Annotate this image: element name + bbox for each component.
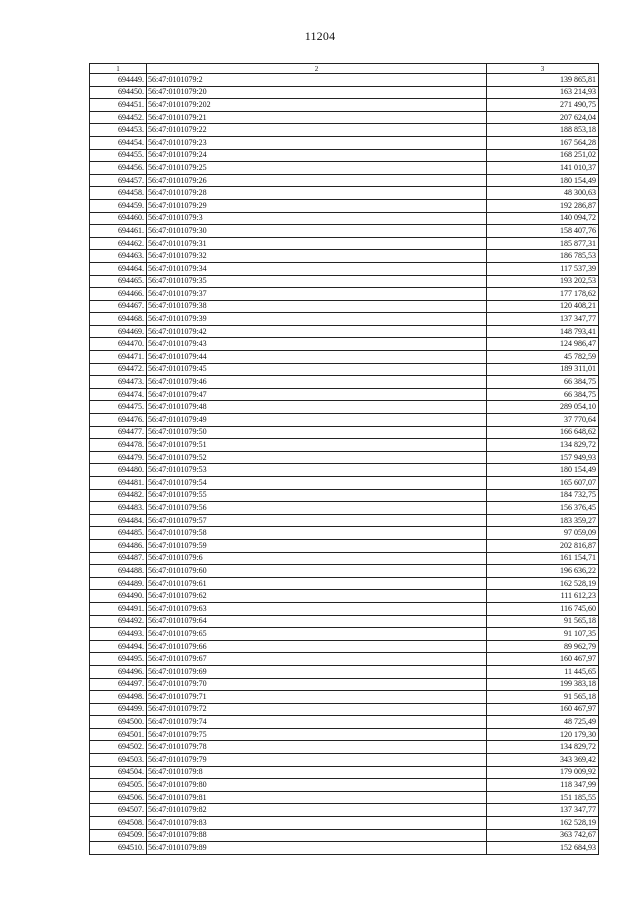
cadastral-number: 56:47:0101079:21	[147, 111, 487, 124]
cadastral-value: 184 732,75	[487, 489, 599, 502]
cadastral-number: 56:47:0101079:70	[147, 678, 487, 691]
row-number: 694497.	[90, 678, 147, 691]
cadastral-number: 56:47:0101079:61	[147, 577, 487, 590]
cadastral-number: 56:47:0101079:64	[147, 615, 487, 628]
cadastral-number: 56:47:0101079:80	[147, 779, 487, 792]
cadastral-value: 48 300,63	[487, 187, 599, 200]
row-number: 694462.	[90, 237, 147, 250]
cadastral-value: 124 986,47	[487, 338, 599, 351]
table-row	[90, 615, 599, 628]
cadastral-value: 120 179,30	[487, 728, 599, 741]
cadastral-value: 148 793,41	[487, 325, 599, 338]
cadastral-number: 56:47:0101079:83	[147, 817, 487, 830]
table-row	[90, 640, 599, 653]
row-number: 694508.	[90, 817, 147, 830]
row-number: 694471.	[90, 351, 147, 364]
row-number: 694499.	[90, 703, 147, 716]
row-number: 694457.	[90, 174, 147, 187]
cadastral-value: 156 376,45	[487, 502, 599, 515]
cadastral-number: 56:47:0101079:22	[147, 124, 487, 137]
cadastral-value: 45 782,59	[487, 351, 599, 364]
table-row	[90, 225, 599, 238]
cadastral-number: 56:47:0101079:34	[147, 262, 487, 275]
table-row	[90, 288, 599, 301]
cadastral-value: 167 564,28	[487, 136, 599, 149]
table-row	[90, 842, 599, 855]
table-row	[90, 313, 599, 326]
table-body	[90, 74, 599, 855]
table-row	[90, 703, 599, 716]
table-row	[90, 262, 599, 275]
row-number: 694509.	[90, 829, 147, 842]
table-row	[90, 791, 599, 804]
table-row	[90, 678, 599, 691]
cadastral-number: 56:47:0101079:39	[147, 313, 487, 326]
table-row	[90, 590, 599, 603]
cadastral-number: 56:47:0101079:75	[147, 728, 487, 741]
table-row	[90, 754, 599, 767]
table-row	[90, 351, 599, 364]
cadastral-value: 37 770,64	[487, 414, 599, 427]
cadastral-number: 56:47:0101079:66	[147, 640, 487, 653]
table-row	[90, 628, 599, 641]
row-number: 694491.	[90, 602, 147, 615]
cadastral-number: 56:47:0101079:31	[147, 237, 487, 250]
cadastral-number: 56:47:0101079:53	[147, 464, 487, 477]
row-number: 694487.	[90, 552, 147, 565]
cadastral-value: 163 214,93	[487, 86, 599, 99]
row-number: 694456.	[90, 162, 147, 175]
row-number: 694473.	[90, 376, 147, 389]
cadastral-value: 188 853,18	[487, 124, 599, 137]
cadastral-number: 56:47:0101079:3	[147, 212, 487, 225]
table-row	[90, 426, 599, 439]
row-number: 694494.	[90, 640, 147, 653]
cadastral-value: 48 725,49	[487, 716, 599, 729]
table-row	[90, 477, 599, 490]
table-row	[90, 565, 599, 578]
row-number: 694501.	[90, 728, 147, 741]
row-number: 694489.	[90, 577, 147, 590]
cadastral-number: 56:47:0101079:62	[147, 590, 487, 603]
row-number: 694496.	[90, 665, 147, 678]
row-number: 694481.	[90, 477, 147, 490]
cadastral-value: 271 490,75	[487, 99, 599, 112]
cadastral-value: 193 202,53	[487, 275, 599, 288]
cadastral-number: 56:47:0101079:82	[147, 804, 487, 817]
table-row	[90, 275, 599, 288]
cadastral-number: 56:47:0101079:29	[147, 199, 487, 212]
cadastral-number: 56:47:0101079:38	[147, 300, 487, 313]
column-header-1: 1	[90, 64, 147, 74]
row-number: 694449.	[90, 74, 147, 87]
cadastral-value: 140 094,72	[487, 212, 599, 225]
cadastral-value: 185 877,31	[487, 237, 599, 250]
cadastral-value: 179 009,92	[487, 766, 599, 779]
cadastral-number: 56:47:0101079:51	[147, 439, 487, 452]
cadastral-value: 161 154,71	[487, 552, 599, 565]
table-row	[90, 602, 599, 615]
table-row	[90, 86, 599, 99]
table-row	[90, 741, 599, 754]
cadastral-number: 56:47:0101079:74	[147, 716, 487, 729]
row-number: 694455.	[90, 149, 147, 162]
table-row	[90, 817, 599, 830]
table-row	[90, 300, 599, 313]
cadastral-value: 89 962,79	[487, 640, 599, 653]
cadastral-value: 91 565,18	[487, 691, 599, 704]
row-number: 694463.	[90, 250, 147, 263]
cadastral-value: 177 178,62	[487, 288, 599, 301]
cadastral-number: 56:47:0101079:23	[147, 136, 487, 149]
table-row	[90, 111, 599, 124]
row-number: 694466.	[90, 288, 147, 301]
cadastral-value: 137 347,77	[487, 804, 599, 817]
table-row	[90, 829, 599, 842]
cadastral-number: 56:47:0101079:37	[147, 288, 487, 301]
row-number: 694451.	[90, 99, 147, 112]
cadastral-value: 117 537,39	[487, 262, 599, 275]
row-number: 694461.	[90, 225, 147, 238]
row-number: 694500.	[90, 716, 147, 729]
cadastral-number: 56:47:0101079:26	[147, 174, 487, 187]
row-number: 694492.	[90, 615, 147, 628]
table-row	[90, 577, 599, 590]
table-row	[90, 199, 599, 212]
table-row	[90, 464, 599, 477]
row-number: 694460.	[90, 212, 147, 225]
cadastral-value: 134 829,72	[487, 741, 599, 754]
cadastral-number: 56:47:0101079:54	[147, 477, 487, 490]
row-number: 694506.	[90, 791, 147, 804]
cadastral-number: 56:47:0101079:48	[147, 401, 487, 414]
row-number: 694485.	[90, 527, 147, 540]
cadastral-number: 56:47:0101079:202	[147, 99, 487, 112]
row-number: 694493.	[90, 628, 147, 641]
cadastral-number: 56:47:0101079:55	[147, 489, 487, 502]
table-row	[90, 338, 599, 351]
cadastral-number: 56:47:0101079:57	[147, 514, 487, 527]
row-number: 694490.	[90, 590, 147, 603]
cadastral-value: 160 467,97	[487, 703, 599, 716]
cadastral-number: 56:47:0101079:50	[147, 426, 487, 439]
row-number: 694476.	[90, 414, 147, 427]
table-row	[90, 653, 599, 666]
table-row	[90, 539, 599, 552]
cadastral-number: 56:47:0101079:28	[147, 187, 487, 200]
table-row	[90, 376, 599, 389]
cadastral-value-table	[89, 63, 599, 855]
row-number: 694450.	[90, 86, 147, 99]
row-number: 694483.	[90, 502, 147, 515]
table-row	[90, 552, 599, 565]
cadastral-number: 56:47:0101079:30	[147, 225, 487, 238]
table-row	[90, 363, 599, 376]
cadastral-number: 56:47:0101079:42	[147, 325, 487, 338]
row-number: 694454.	[90, 136, 147, 149]
cadastral-number: 56:47:0101079:6	[147, 552, 487, 565]
table-row	[90, 325, 599, 338]
table-row	[90, 250, 599, 263]
table-header-row	[90, 64, 599, 74]
table-row	[90, 162, 599, 175]
row-number: 694458.	[90, 187, 147, 200]
cadastral-value: 180 154,49	[487, 464, 599, 477]
cadastral-number: 56:47:0101079:49	[147, 414, 487, 427]
cadastral-number: 56:47:0101079:88	[147, 829, 487, 842]
row-number: 694468.	[90, 313, 147, 326]
table-row	[90, 716, 599, 729]
cadastral-number: 56:47:0101079:89	[147, 842, 487, 855]
table-row	[90, 136, 599, 149]
row-number: 694453.	[90, 124, 147, 137]
cadastral-value: 165 607,07	[487, 477, 599, 490]
cadastral-value: 202 816,87	[487, 539, 599, 552]
cadastral-value: 186 785,53	[487, 250, 599, 263]
table-row	[90, 439, 599, 452]
cadastral-number: 56:47:0101079:35	[147, 275, 487, 288]
cadastral-number: 56:47:0101079:60	[147, 565, 487, 578]
cadastral-value: 111 612,23	[487, 590, 599, 603]
cadastral-value: 11 445,65	[487, 665, 599, 678]
table-row	[90, 766, 599, 779]
cadastral-number: 56:47:0101079:24	[147, 149, 487, 162]
cadastral-value: 141 010,37	[487, 162, 599, 175]
cadastral-number: 56:47:0101079:59	[147, 539, 487, 552]
row-number: 694477.	[90, 426, 147, 439]
row-number: 694467.	[90, 300, 147, 313]
table-row	[90, 187, 599, 200]
cadastral-value: 157 949,93	[487, 451, 599, 464]
cadastral-value: 162 528,19	[487, 577, 599, 590]
cadastral-value: 363 742,67	[487, 829, 599, 842]
table-row	[90, 527, 599, 540]
cadastral-value: 183 359,27	[487, 514, 599, 527]
cadastral-value: 137 347,77	[487, 313, 599, 326]
cadastral-value: 91 107,35	[487, 628, 599, 641]
row-number: 694507.	[90, 804, 147, 817]
cadastral-number: 56:47:0101079:2	[147, 74, 487, 87]
page-number: 11204	[304, 29, 336, 43]
cadastral-value: 166 648,62	[487, 426, 599, 439]
row-number: 694488.	[90, 565, 147, 578]
table-row	[90, 779, 599, 792]
row-number: 694478.	[90, 439, 147, 452]
cadastral-value: 97 059,09	[487, 527, 599, 540]
cadastral-number: 56:47:0101079:63	[147, 602, 487, 615]
row-number: 694469.	[90, 325, 147, 338]
row-number: 694482.	[90, 489, 147, 502]
cadastral-number: 56:47:0101079:25	[147, 162, 487, 175]
cadastral-value: 158 407,76	[487, 225, 599, 238]
cadastral-number: 56:47:0101079:58	[147, 527, 487, 540]
cadastral-value: 118 347,99	[487, 779, 599, 792]
cadastral-number: 56:47:0101079:69	[147, 665, 487, 678]
column-header-3: 3	[487, 64, 599, 74]
cadastral-number: 56:47:0101079:81	[147, 791, 487, 804]
cadastral-number: 56:47:0101079:46	[147, 376, 487, 389]
row-number: 694510.	[90, 842, 147, 855]
row-number: 694465.	[90, 275, 147, 288]
table-row	[90, 489, 599, 502]
cadastral-number: 56:47:0101079:72	[147, 703, 487, 716]
cadastral-value: 139 865,81	[487, 74, 599, 87]
row-number: 694475.	[90, 401, 147, 414]
table-row	[90, 804, 599, 817]
table-row	[90, 174, 599, 187]
row-number: 694503.	[90, 754, 147, 767]
cadastral-value: 168 251,02	[487, 149, 599, 162]
row-number: 694505.	[90, 779, 147, 792]
cadastral-value: 180 154,49	[487, 174, 599, 187]
table-row	[90, 74, 599, 87]
row-number: 694470.	[90, 338, 147, 351]
cadastral-number: 56:47:0101079:44	[147, 351, 487, 364]
row-number: 694486.	[90, 539, 147, 552]
table-row	[90, 149, 599, 162]
cadastral-value: 151 185,55	[487, 791, 599, 804]
row-number: 694472.	[90, 363, 147, 376]
row-number: 694452.	[90, 111, 147, 124]
cadastral-number: 56:47:0101079:8	[147, 766, 487, 779]
row-number: 694474.	[90, 388, 147, 401]
cadastral-value: 116 745,60	[487, 602, 599, 615]
cadastral-number: 56:47:0101079:52	[147, 451, 487, 464]
column-header-2: 2	[147, 64, 487, 74]
row-number: 694480.	[90, 464, 147, 477]
cadastral-value: 199 383,18	[487, 678, 599, 691]
cadastral-value: 207 624,04	[487, 111, 599, 124]
cadastral-number: 56:47:0101079:20	[147, 86, 487, 99]
cadastral-number: 56:47:0101079:67	[147, 653, 487, 666]
cadastral-value: 343 369,42	[487, 754, 599, 767]
cadastral-value: 152 684,93	[487, 842, 599, 855]
cadastral-number: 56:47:0101079:43	[147, 338, 487, 351]
row-number: 694484.	[90, 514, 147, 527]
row-number: 694479.	[90, 451, 147, 464]
cadastral-value: 192 286,87	[487, 199, 599, 212]
cadastral-value: 196 636,22	[487, 565, 599, 578]
cadastral-value: 134 829,72	[487, 439, 599, 452]
table-row	[90, 124, 599, 137]
cadastral-number: 56:47:0101079:79	[147, 754, 487, 767]
cadastral-value: 120 408,21	[487, 300, 599, 313]
table-row	[90, 237, 599, 250]
cadastral-number: 56:47:0101079:78	[147, 741, 487, 754]
cadastral-number: 56:47:0101079:32	[147, 250, 487, 263]
table-row	[90, 514, 599, 527]
cadastral-number: 56:47:0101079:47	[147, 388, 487, 401]
cadastral-number: 56:47:0101079:65	[147, 628, 487, 641]
table-row	[90, 414, 599, 427]
table-row	[90, 451, 599, 464]
cadastral-value: 160 467,97	[487, 653, 599, 666]
table-row	[90, 691, 599, 704]
cadastral-value: 66 384,75	[487, 376, 599, 389]
table-row	[90, 99, 599, 112]
row-number: 694504.	[90, 766, 147, 779]
cadastral-number: 56:47:0101079:45	[147, 363, 487, 376]
cadastral-value: 66 384,75	[487, 388, 599, 401]
cadastral-value: 162 528,19	[487, 817, 599, 830]
table-row	[90, 728, 599, 741]
cadastral-number: 56:47:0101079:71	[147, 691, 487, 704]
table-row	[90, 212, 599, 225]
table-row	[90, 401, 599, 414]
row-number: 694498.	[90, 691, 147, 704]
row-number: 694464.	[90, 262, 147, 275]
table-row	[90, 502, 599, 515]
cadastral-value: 189 311,01	[487, 363, 599, 376]
row-number: 694502.	[90, 741, 147, 754]
cadastral-number: 56:47:0101079:56	[147, 502, 487, 515]
cadastral-value: 289 054,10	[487, 401, 599, 414]
row-number: 694495.	[90, 653, 147, 666]
table-row	[90, 665, 599, 678]
table-row	[90, 388, 599, 401]
row-number: 694459.	[90, 199, 147, 212]
cadastral-value: 91 565,18	[487, 615, 599, 628]
